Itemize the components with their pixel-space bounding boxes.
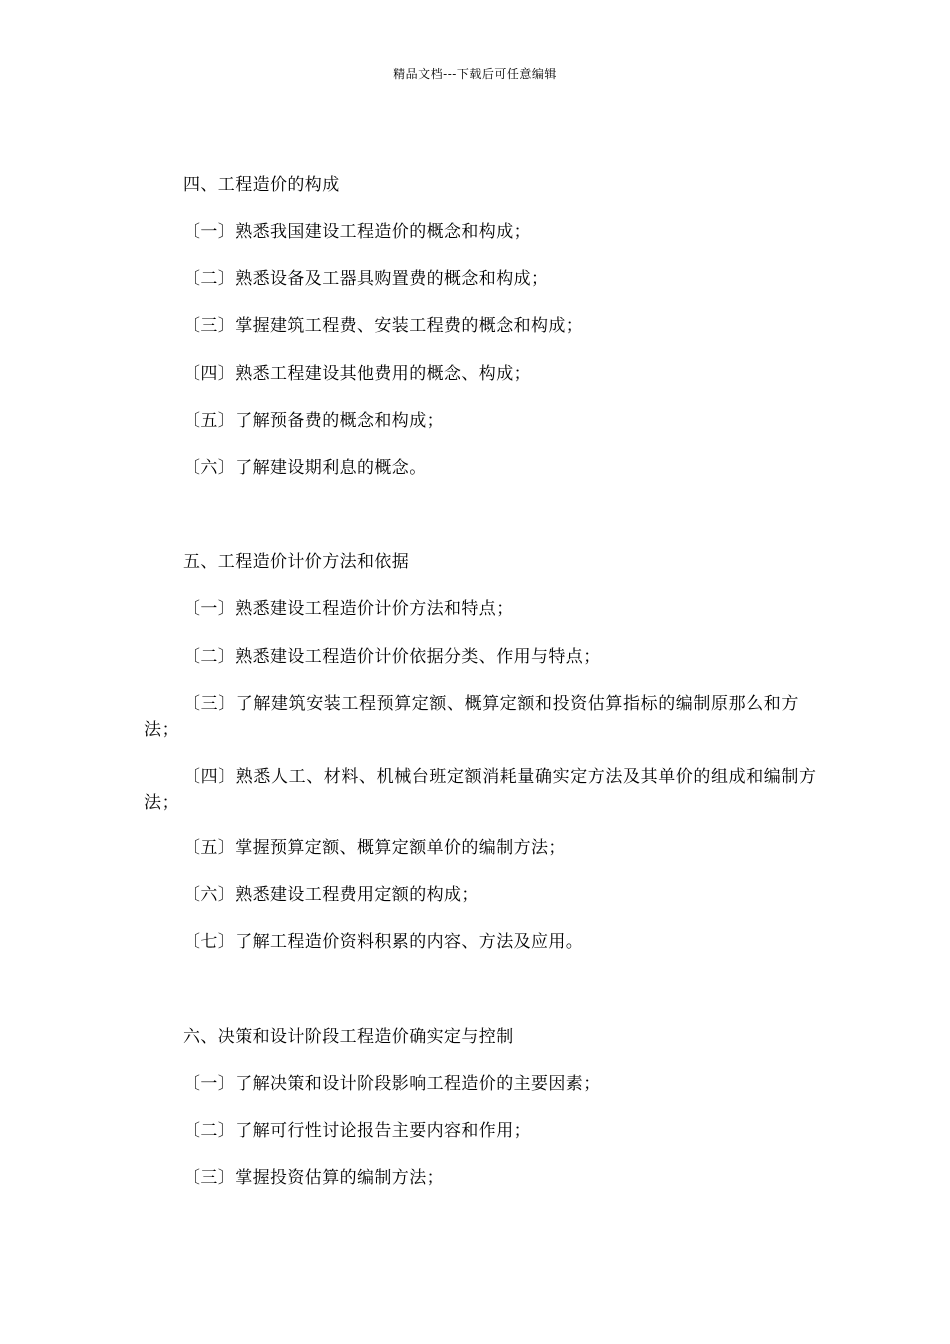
list-item: 〔七〕了解工程造价资料积累的内容、方法及应用。 xyxy=(183,932,584,952)
section-heading: 五、工程造价计价方法和依据 xyxy=(183,552,410,572)
page-header: 精品文档---下载后可任意编辑 xyxy=(393,67,557,81)
list-item: 〔四〕熟悉人工、材料、机械台班定额消耗量确实定方法及其单价的组成和编制方法； xyxy=(144,767,817,813)
section-heading: 四、工程造价的构成 xyxy=(183,175,340,195)
list-item: 〔二〕了解可行性讨论报告主要内容和作用； xyxy=(183,1121,531,1141)
list-item: 〔三〕掌握投资估算的编制方法； xyxy=(183,1168,444,1188)
list-item: 〔一〕熟悉我国建设工程造价的概念和构成； xyxy=(183,222,531,242)
list-item: 〔五〕掌握预算定额、概算定额单价的编制方法； xyxy=(183,838,566,858)
list-item: 〔一〕熟悉建设工程造价计价方法和特点； xyxy=(183,599,514,619)
list-item: 〔五〕了解预备费的概念和构成； xyxy=(183,411,444,431)
list-item: 〔四〕熟悉工程建设其他费用的概念、构成； xyxy=(183,364,531,384)
list-item: 〔六〕了解建设期利息的概念。 xyxy=(183,458,427,478)
list-item: 〔六〕熟悉建设工程费用定额的构成； xyxy=(183,885,479,905)
list-item: 〔三〕了解建筑安装工程预算定额、概算定额和投资估算指标的编制原那么和方法； xyxy=(144,694,799,740)
list-item: 〔一〕了解决策和设计阶段影响工程造价的主要因素； xyxy=(183,1074,601,1094)
list-item: 〔二〕熟悉设备及工器具购置费的概念和构成； xyxy=(183,269,549,289)
section-heading: 六、决策和设计阶段工程造价确实定与控制 xyxy=(183,1027,514,1047)
list-item: 〔三〕掌握建筑工程费、安装工程费的概念和构成； xyxy=(183,316,584,336)
list-item: 〔二〕熟悉建设工程造价计价依据分类、作用与特点； xyxy=(183,647,601,667)
